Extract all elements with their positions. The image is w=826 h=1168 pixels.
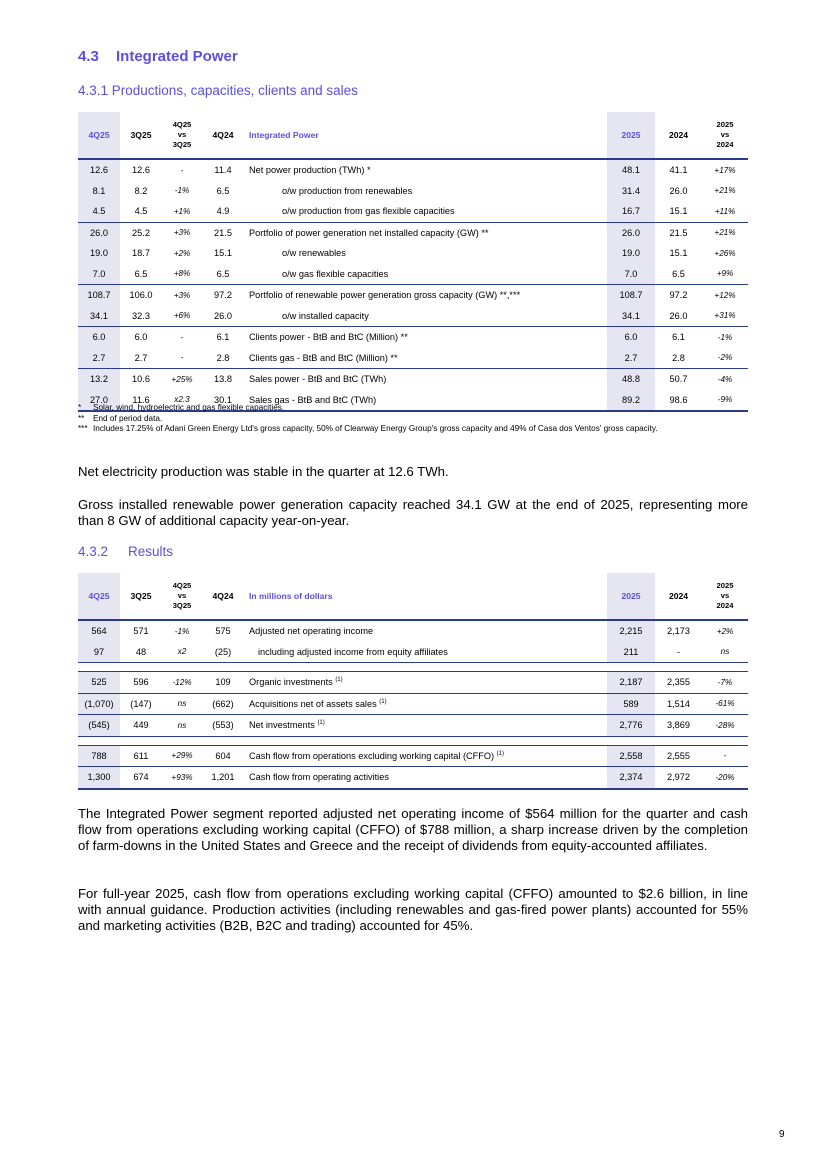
col-header-3q25: 3Q25 (120, 112, 162, 159)
table-cell: 4.5 (134, 206, 148, 217)
table-row (78, 620, 748, 642)
table-cell: 1,300 (78, 767, 120, 789)
table-cell: 26.0 (78, 222, 120, 243)
col-header-2024: 2024 (655, 573, 702, 620)
table-cell: 571 (133, 626, 149, 637)
table-cell: 525 (78, 672, 120, 694)
table-cell: 449 (120, 715, 162, 737)
row-label-text: Adjusted net operating income (249, 626, 374, 637)
separator-cell (120, 736, 162, 745)
table-row (78, 264, 748, 285)
table-cell: 564 (78, 620, 120, 642)
row-label-text: including adjusted income from equity affiliates (258, 646, 448, 657)
table-cell: -4% (702, 369, 748, 390)
separator-cell (78, 663, 120, 672)
table-cell: +29% (171, 751, 193, 761)
table-cell: 21.5 (202, 222, 244, 243)
table-cell: +12% (702, 285, 748, 306)
separator-cell (244, 736, 607, 745)
table-cell: 26.0 (669, 185, 688, 196)
table-cell: -12% (172, 677, 192, 687)
table-cell: 6.0 (120, 327, 162, 348)
table-cell: 19.0 (78, 243, 120, 264)
table-cell: 32.3 (132, 310, 150, 321)
col-header-yoy-variation: 2025 vs 2024 (702, 573, 748, 620)
footnote-ref: (1) (496, 750, 504, 757)
table-cell: +2% (173, 248, 191, 258)
table-cell: - (180, 165, 184, 175)
separator-cell (244, 663, 607, 672)
separator-cell (702, 663, 748, 672)
table-cell: 16.7 (607, 201, 655, 222)
col-header-2024: 2024 (655, 112, 702, 159)
table-cell: 98.6 (655, 390, 702, 412)
table-cell: -20% (702, 767, 748, 789)
separator-cell (607, 663, 655, 672)
table-cell: 6.0 (78, 327, 120, 348)
table-cell: 2.7 (607, 348, 655, 369)
table-cell: 13.8 (202, 369, 244, 390)
table-cell: 25.2 (120, 222, 162, 243)
table-row (78, 745, 748, 767)
table-cell: 6.1 (202, 327, 244, 348)
table-cell: 2,355 (667, 677, 690, 688)
table-cell: 6.5 (134, 268, 148, 279)
table-cell: ns (162, 693, 202, 715)
row-label: o/w renewables (282, 248, 346, 259)
table-cell: - (180, 353, 184, 363)
table-cell: 2,555 (667, 750, 690, 761)
footnote: ** End of period data. (78, 413, 163, 423)
table-cell: 15.1 (214, 248, 232, 259)
table-cell: 611 (133, 750, 149, 761)
table-cell: 2,374 (607, 767, 655, 789)
table-cell: 26.0 (669, 310, 688, 321)
col-header-label: In millions of dollars (244, 573, 607, 620)
table-cell: 2,215 (607, 620, 655, 642)
table-cell: (1,070) (78, 693, 120, 715)
table-cell: 2,187 (607, 672, 655, 694)
table-row (78, 715, 748, 737)
page-number: 9 (779, 1129, 785, 1140)
table-cell: (545) (78, 715, 120, 737)
table-cell: (553) (202, 715, 244, 737)
table-cell: 4.5 (78, 201, 120, 222)
table-cell: -7% (717, 677, 733, 687)
table-cell: 10.6 (120, 369, 162, 390)
table-cell: 15.1 (669, 248, 688, 259)
table-cell: (147) (120, 693, 162, 715)
col-header-qoq-variation: 4Q25 vs 3Q25 (162, 112, 202, 159)
table-cell: +3% (162, 285, 202, 306)
table-cell: 2,972 (655, 767, 702, 789)
table-cell: 108.7 (607, 285, 655, 306)
footnote: *** Includes 17.25% of Adani Green Energy Ltd's gross capacity, 50% of Clearway Energy Group's gross capacity and 49% of Casa dos Ventos' gross capacity. (78, 424, 658, 433)
table-cell: +21% (702, 222, 748, 243)
row-label: o/w gas flexible capacities (282, 268, 389, 279)
table-cell: 674 (120, 767, 162, 789)
footnote-ref: (1) (379, 698, 387, 705)
table-cell: 97.2 (655, 285, 702, 306)
table-cell: 48.1 (607, 159, 655, 181)
table-cell: 30.1 (202, 390, 244, 412)
table-cell: 604 (215, 750, 231, 761)
table-cell: - (676, 646, 681, 657)
separator-cell (607, 736, 655, 745)
table-cell: 31.4 (607, 181, 655, 202)
table-cell: +1% (173, 206, 191, 216)
table-cell: 7.0 (78, 264, 120, 285)
row-label-text: Net investments (249, 720, 315, 731)
table-cell: 6.1 (655, 327, 702, 348)
paragraph-gross-capacity: Gross installed renewable power generation capacity reached 34.1 GW at the end of 2025, representing more than 8 GW of additional capacity year-on-year. (78, 497, 748, 528)
row-label: Net power production (TWh) * (249, 165, 371, 176)
row-label-text: Acquisitions net of assets sales (249, 698, 377, 709)
table-cell: 48 (135, 646, 147, 657)
table-cell: - (723, 751, 727, 761)
table-cell: 2,173 (667, 626, 690, 637)
table-cell: 11.4 (214, 165, 232, 176)
table-cell: 6.0 (607, 327, 655, 348)
table-cell: 2.7 (78, 348, 120, 369)
footnote: * Solar, wind, hydroelectric and gas flexible capacities. (78, 403, 285, 412)
table-cell: 1,514 (655, 693, 702, 715)
row-label (244, 693, 607, 715)
table-cell: +17% (714, 165, 736, 175)
table-cell: 108.7 (78, 285, 120, 306)
row-label: o/w production from renewables (282, 185, 413, 196)
table-cell: 97 (78, 642, 120, 663)
table-row (78, 201, 748, 222)
separator-cell (655, 736, 702, 745)
table-cell: x2 (177, 647, 187, 657)
row-label (244, 715, 607, 737)
table-cell: 1,201 (202, 767, 244, 789)
table-row (78, 327, 748, 348)
table-separator (78, 736, 748, 745)
row-label: o/w installed capacity (282, 310, 369, 321)
col-header-4q25: 4Q25 (78, 112, 120, 159)
table-cell: 6.5 (672, 268, 685, 279)
table-cell: 575 (215, 626, 231, 637)
row-label (244, 642, 607, 663)
table-cell: 50.7 (655, 369, 702, 390)
table-cell: 2.8 (216, 352, 230, 363)
table-cell: 18.7 (132, 248, 150, 259)
table-cell: +31% (714, 311, 736, 321)
table-cell: 89.2 (607, 390, 655, 412)
table-row (78, 159, 748, 181)
row-label (244, 620, 607, 642)
separator-cell (162, 663, 202, 672)
row-label: Clients gas - BtB and BtC (Million) ** (249, 352, 398, 363)
table-cell: 12.6 (78, 159, 120, 181)
row-label (244, 767, 607, 789)
row-label-text: Cash flow from operations excluding working capital (CFFO) (249, 750, 495, 761)
table-cell: 27.0 (78, 390, 120, 412)
table-header-row (78, 573, 748, 620)
table-header-row (78, 112, 748, 159)
table-cell: 106.0 (120, 285, 162, 306)
table-cell: -1% (702, 327, 748, 348)
table-cell: -28% (702, 715, 748, 737)
table-cell: 2,776 (607, 715, 655, 737)
table-cell: 2.8 (672, 352, 685, 363)
table-row (78, 243, 748, 264)
table-row (78, 181, 748, 202)
table-cell: 596 (133, 677, 149, 688)
table-separator (78, 663, 748, 672)
row-label: Portfolio of renewable power generation gross capacity (GW) **,*** (244, 285, 607, 306)
table-cell: -2% (717, 353, 733, 363)
table-cell: 19.0 (607, 243, 655, 264)
table-row (78, 285, 748, 306)
separator-cell (655, 663, 702, 672)
table-cell: +2% (716, 626, 734, 636)
col-header-4q24: 4Q24 (202, 112, 244, 159)
table-cell: ns (162, 715, 202, 737)
table-cell: 8.2 (134, 185, 148, 196)
row-label: Sales gas - BtB and BtC (TWh) (244, 390, 607, 412)
table-cell: +8% (173, 269, 191, 279)
table-cell: 211 (607, 642, 655, 663)
table-cell: +9% (716, 269, 734, 279)
results-table (78, 573, 748, 790)
subsection-heading-productions: 4.3.1 Productions, capacities, clients and sales (78, 83, 358, 98)
table-cell: (25) (214, 646, 232, 657)
row-label-text: Organic investments (249, 677, 333, 688)
table-cell: 26.0 (214, 310, 232, 321)
row-label (244, 672, 607, 694)
table-cell: x2.3 (162, 390, 202, 412)
table-row (78, 642, 748, 663)
table-cell: -61% (702, 693, 748, 715)
separator-cell (120, 663, 162, 672)
row-label (244, 745, 607, 767)
table-cell: - (162, 327, 202, 348)
table-cell: -9% (702, 390, 748, 412)
col-header-2025: 2025 (607, 573, 655, 620)
table-cell: -1% (174, 626, 190, 636)
table-cell: +26% (714, 248, 736, 258)
table-cell: +11% (714, 206, 736, 216)
table-cell: 6.5 (216, 268, 230, 279)
table-cell: +25% (162, 369, 202, 390)
table-row (78, 369, 748, 390)
table-cell: 109 (215, 677, 231, 688)
table-cell: 34.1 (607, 306, 655, 327)
row-label: Clients power - BtB and BtC (Million) ** (244, 327, 607, 348)
col-header-label: Integrated Power (244, 112, 607, 159)
separator-cell (202, 736, 244, 745)
col-header-2025: 2025 (607, 112, 655, 159)
col-header-yoy-variation: 2025 vs 2024 (702, 112, 748, 159)
table-cell: (662) (202, 693, 244, 715)
separator-cell (162, 736, 202, 745)
table-cell: 4.9 (216, 206, 230, 217)
separator-cell (702, 736, 748, 745)
separator-cell (78, 736, 120, 745)
table-cell: +3% (162, 222, 202, 243)
col-header-qoq-variation: 4Q25 vs 3Q25 (162, 573, 202, 620)
footnote-ref: (1) (335, 677, 343, 684)
subsection-heading-results: 4.3.2 Results (78, 544, 174, 559)
col-header-4q25: 4Q25 (78, 573, 120, 620)
row-label: o/w production from gas flexible capacities (282, 206, 455, 217)
table-cell: +21% (714, 186, 736, 196)
production-capacities-table (78, 112, 748, 412)
table-row (78, 767, 748, 789)
table-cell: ns (720, 647, 730, 657)
row-label-text: Cash flow from operating activities (249, 772, 389, 783)
table-cell: 97.2 (202, 285, 244, 306)
table-row (78, 306, 748, 327)
table-cell: 34.1 (78, 306, 120, 327)
table-cell: 589 (607, 693, 655, 715)
table-cell: +93% (162, 767, 202, 789)
table-cell: 2,558 (607, 745, 655, 767)
table-row (78, 222, 748, 243)
row-label: Portfolio of power generation net installed capacity (GW) ** (244, 222, 607, 243)
table-cell: 26.0 (607, 222, 655, 243)
col-header-3q25: 3Q25 (120, 573, 162, 620)
section-heading: 4.3 Integrated Power (78, 48, 238, 65)
table-cell: 12.6 (132, 165, 150, 176)
table-cell: 2.7 (134, 352, 148, 363)
table-cell: -1% (174, 186, 190, 196)
table-cell: 3,869 (655, 715, 702, 737)
paragraph-quarter-results: The Integrated Power segment reported adjusted net operating income of $564 million for the quarter and cash flow from operations excluding working capital (CFFO) of $788 million, a sharp increase driven by the completion of farm-downs in the United States and Greece and the receipt of dividends from equity-accounted affiliates. (78, 806, 748, 853)
footnote-ref: (1) (317, 720, 325, 727)
table-row (78, 693, 748, 715)
table-footnotes (78, 403, 748, 435)
table-cell: 11.6 (120, 390, 162, 412)
table-cell: 8.1 (78, 181, 120, 202)
table-cell: 21.5 (655, 222, 702, 243)
separator-cell (202, 663, 244, 672)
table-cell: 6.5 (216, 185, 230, 196)
table-cell: 48.8 (607, 369, 655, 390)
table-cell: 15.1 (669, 206, 688, 217)
col-header-4q24: 4Q24 (202, 573, 244, 620)
table-row (78, 348, 748, 369)
table-cell: +6% (173, 311, 191, 321)
table-cell: 41.1 (669, 165, 688, 176)
paragraph-net-production: Net electricity production was stable in the quarter at 12.6 TWh. (78, 464, 449, 479)
row-label: Sales power - BtB and BtC (TWh) (244, 369, 607, 390)
table-row (78, 672, 748, 694)
table-cell: 7.0 (607, 264, 655, 285)
table-cell: 788 (78, 745, 120, 767)
paragraph-full-year-results: For full-year 2025, cash flow from operations excluding working capital (CFFO) amounted to $2.6 billion, in line with annual guidance. Production activities (including renewables and gas-fired power plants) accounted for 55% and marketing activities (B2B, B2C and trading) accounted for 45%. (78, 886, 748, 933)
table-cell: 13.2 (78, 369, 120, 390)
